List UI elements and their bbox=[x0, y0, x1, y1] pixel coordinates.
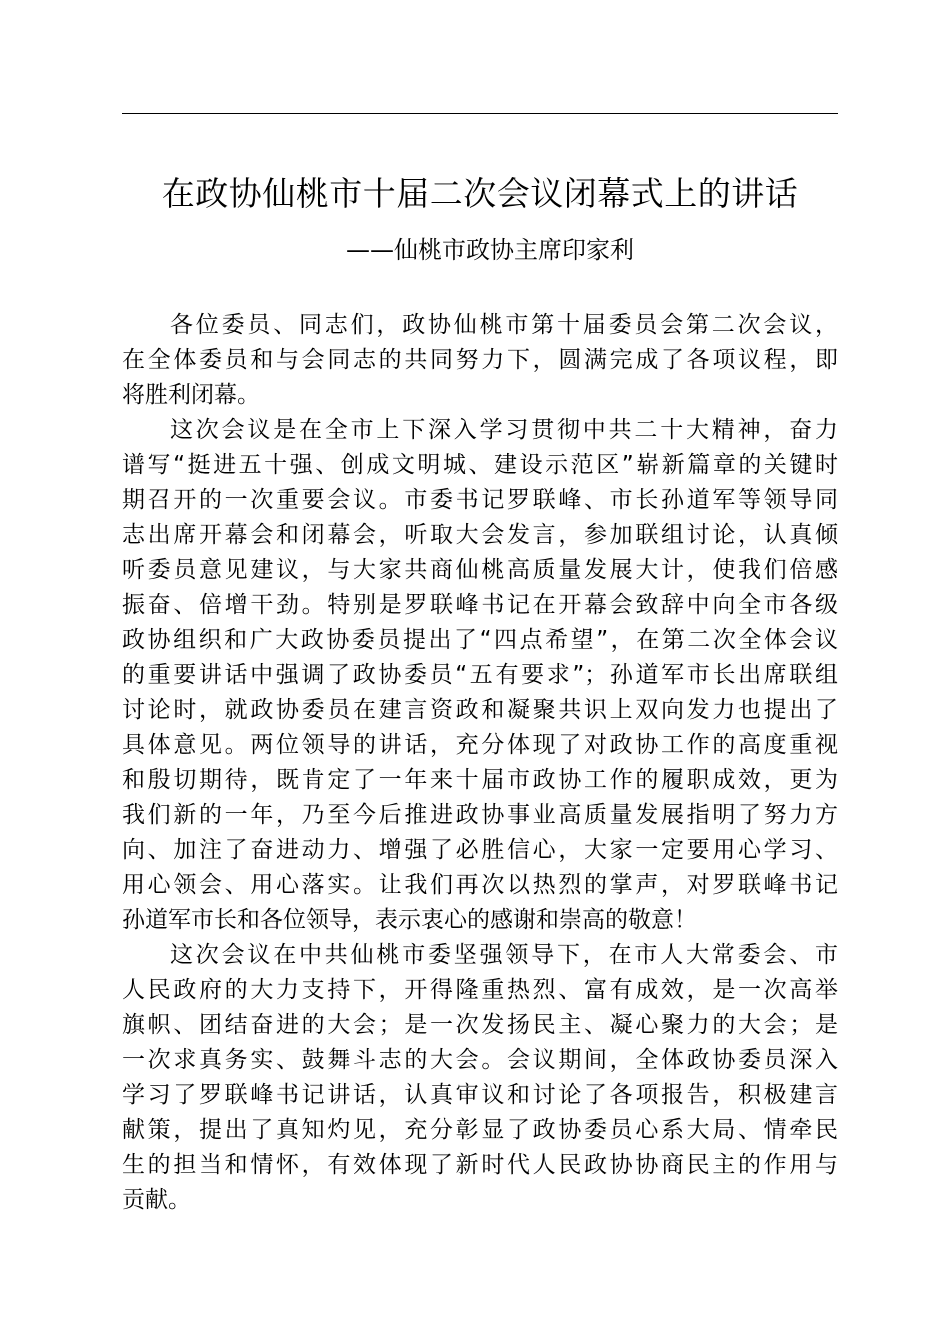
text-line: 各位委员、同志们，政协仙桃市第十届委员会第二次会议， bbox=[170, 312, 838, 338]
text-line: 孙道军市长和各位领导，表示衷心的感谢和崇高的敬意！ bbox=[122, 907, 697, 933]
text-line: 振奋、倍增干劲。特别是罗联峰书记在开幕会致辞中向全市各级 bbox=[122, 592, 838, 618]
text-line: 生的担当和情怀，有效体现了新时代人民政协协商民主的作用与 bbox=[122, 1152, 838, 1178]
text-line: 用心领会、用心落实。让我们再次以热烈的掌声，对罗联峰书记 bbox=[122, 872, 838, 898]
text-line: 听委员意见建议，与大家共商仙桃高质量发展大计，使我们倍感 bbox=[122, 557, 838, 583]
text-line: 志出席开幕会和闭幕会，听取大会发言，参加联组讨论，认真倾 bbox=[122, 522, 838, 548]
header-rule bbox=[122, 113, 838, 114]
text-line: 这次会议是在全市上下深入学习贯彻中共二十大精神，奋力 bbox=[170, 417, 838, 443]
text-line: 学习了罗联峰书记讲话，认真审议和讨论了各项报告，积极建言 bbox=[122, 1082, 838, 1108]
text-line: 和殷切期待，既肯定了一年来十届市政协工作的履职成效，更为 bbox=[122, 767, 838, 793]
text-line: 向、加注了奋进动力、增强了必胜信心，大家一定要用心学习、 bbox=[122, 837, 838, 863]
text-line: 讨论时，就政协委员在建言资政和凝聚共识上双向发力也提出了 bbox=[122, 697, 838, 723]
text-line: 人民政府的大力支持下，开得隆重热烈、富有成效，是一次高举 bbox=[122, 977, 838, 1003]
text-line: 我们新的一年，乃至今后推进政协事业高质量发展指明了努力方 bbox=[122, 802, 838, 828]
text-line: 将胜利闭幕。 bbox=[122, 382, 260, 408]
text-line: 的重要讲话中强调了政协委员“五有要求”；孙道军市长出席联组 bbox=[122, 662, 838, 688]
paragraph-1 bbox=[122, 308, 838, 413]
text-line: 期召开的一次重要会议。市委书记罗联峰、市长孙道军等领导同 bbox=[122, 487, 838, 513]
text-line: 具体意见。两位领导的讲话，充分体现了对政协工作的高度重视 bbox=[122, 732, 838, 758]
text-line: 这次会议在中共仙桃市委坚强领导下，在市人大常委会、市 bbox=[170, 942, 838, 968]
document-subtitle: ——仙桃市政协主席印家利 bbox=[346, 236, 634, 264]
document-title: 在政协仙桃市十届二次会议闭幕式上的讲话 bbox=[161, 174, 799, 213]
document-body bbox=[122, 308, 838, 1218]
text-line: 政协组织和广大政协委员提出了“四点希望”，在第二次全体会议 bbox=[122, 627, 838, 653]
paragraph-2 bbox=[122, 413, 838, 938]
paragraph-3 bbox=[122, 938, 838, 1218]
text-line: 贡献。 bbox=[122, 1187, 191, 1213]
text-line: 旗帜、团结奋进的大会；是一次发扬民主、凝心聚力的大会；是 bbox=[122, 1012, 838, 1038]
text-line: 谱写“挺进五十强、创成文明城、建设示范区”崭新篇章的关键时 bbox=[122, 452, 838, 478]
text-line: 献策，提出了真知灼见，充分彰显了政协委员心系大局、情牵民 bbox=[122, 1117, 838, 1143]
text-line: 一次求真务实、鼓舞斗志的大会。会议期间，全体政协委员深入 bbox=[122, 1047, 838, 1073]
text-line: 在全体委员和与会同志的共同努力下，圆满完成了各项议程，即 bbox=[122, 347, 838, 373]
